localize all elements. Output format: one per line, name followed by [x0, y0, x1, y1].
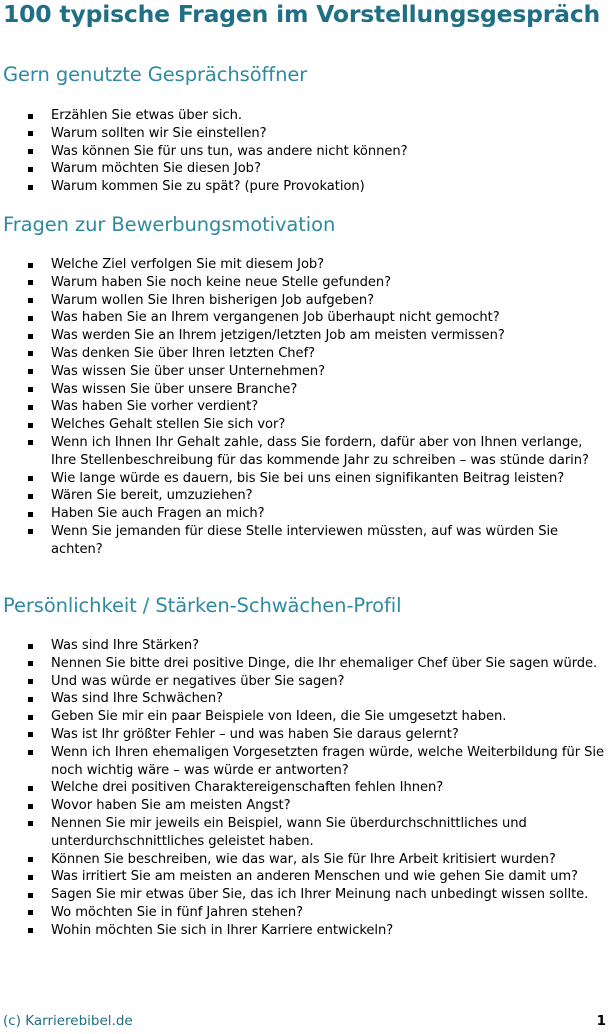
question-item: Welche Ziel verfolgen Sie mit diesem Job?: [0, 256, 612, 274]
question-item: Erzählen Sie etwas über sich.: [0, 107, 612, 125]
question-item: Wovor haben Sie am meisten Angst?: [0, 797, 612, 815]
question-item: Wie lange würde es dauern, bis Sie bei uns einen signifikanten Beitrag leisten?: [0, 470, 612, 488]
question-item: Nennen Sie bitte drei positive Dinge, die Ihr ehemaliger Chef über Sie sagen würde.: [0, 655, 612, 673]
question-item: Was sind Ihre Schwächen?: [0, 690, 612, 708]
question-item: Was haben Sie an Ihrem vergangenen Job überhaupt nicht gemocht?: [0, 309, 612, 327]
question-item: Warum wollen Sie Ihren bisherigen Job aufgeben?: [0, 292, 612, 310]
document-title: 100 typische Fragen im Vorstellungsgespräch: [3, 0, 601, 28]
footer-source: (c) Karrierebibel.de: [3, 1013, 133, 1029]
question-item: Warum haben Sie noch keine neue Stelle gefunden?: [0, 274, 612, 292]
question-item: Was sind Ihre Stärken?: [0, 637, 612, 655]
question-list-motivation: [0, 256, 612, 559]
question-item: Nennen Sie mir jeweils ein Beispiel, wann Sie überdurchschnittliches und unterdurchschnittliches geleistet haben.: [0, 815, 612, 851]
question-item: Wenn ich Ihnen Ihr Gehalt zahle, dass Sie fordern, dafür aber von Ihnen verlange, Ihre Stellenbeschreibung für das kommende Jahr zu schreiben – was stünde darin?: [0, 434, 612, 470]
question-item: Geben Sie mir ein paar Beispiele von Ideen, die Sie umgesetzt haben.: [0, 708, 612, 726]
question-item: Können Sie beschreiben, wie das war, als Sie für Ihre Arbeit kritisiert wurden?: [0, 851, 612, 869]
section-heading-openers: Gern genutzte Gesprächsöffner: [3, 63, 308, 86]
question-item: Wenn Sie jemanden für diese Stelle interviewen müssten, auf was würden Sie achten?: [0, 523, 612, 559]
question-item: Welches Gehalt stellen Sie sich vor?: [0, 416, 612, 434]
question-item: Was ist Ihr größter Fehler – und was haben Sie daraus gelernt?: [0, 726, 612, 744]
question-item: Was wissen Sie über unsere Branche?: [0, 381, 612, 399]
question-item: Warum kommen Sie zu spät? (pure Provokation): [0, 178, 612, 196]
question-item: Was werden Sie an Ihrem jetzigen/letzten Job am meisten vermissen?: [0, 327, 612, 345]
question-item: Sagen Sie mir etwas über Sie, das ich Ihrer Meinung nach unbedingt wissen sollte.: [0, 886, 612, 904]
question-item: Was irritiert Sie am meisten an anderen Menschen und wie gehen Sie damit um?: [0, 868, 612, 886]
question-item: Was haben Sie vorher verdient?: [0, 398, 612, 416]
question-item: Wohin möchten Sie sich in Ihrer Karriere entwickeln?: [0, 922, 612, 940]
question-item: Haben Sie auch Fragen an mich?: [0, 505, 612, 523]
question-item: Wären Sie bereit, umzuziehen?: [0, 487, 612, 505]
question-item: Was denken Sie über Ihren letzten Chef?: [0, 345, 612, 363]
question-item: Wenn ich Ihren ehemaligen Vorgesetzten fragen würde, welche Weiterbildung für Sie noch wichtig wäre – was würde er antworten?: [0, 744, 612, 780]
question-list-openers: [0, 107, 612, 196]
question-item: Was wissen Sie über unser Unternehmen?: [0, 363, 612, 381]
question-item: Warum sollten wir Sie einstellen?: [0, 125, 612, 143]
question-item: Warum möchten Sie diesen Job?: [0, 160, 612, 178]
question-item: Was können Sie für uns tun, was andere nicht können?: [0, 143, 612, 161]
question-list-personality: [0, 637, 612, 940]
footer-page-number: 1: [596, 1013, 606, 1029]
section-heading-personality: Persönlichkeit / Stärken-Schwächen-Profil: [3, 594, 402, 617]
question-item: Wo möchten Sie in fünf Jahren stehen?: [0, 904, 612, 922]
question-item: Und was würde er negatives über Sie sagen?: [0, 673, 612, 691]
section-heading-motivation: Fragen zur Bewerbungsmotivation: [3, 213, 336, 236]
question-item: Welche drei positiven Charaktereigenschaften fehlen Ihnen?: [0, 779, 612, 797]
